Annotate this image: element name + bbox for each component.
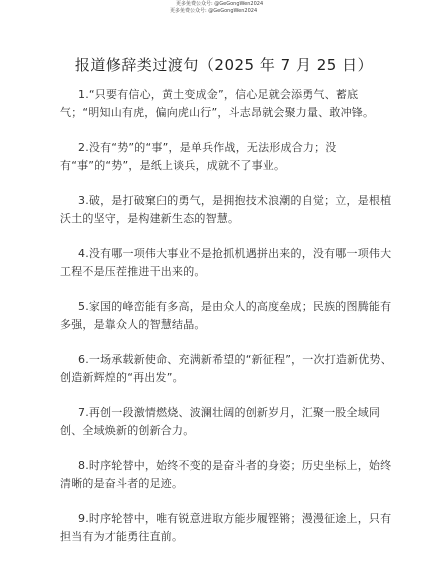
list-item — [60, 298, 396, 334]
list-item — [60, 351, 396, 387]
item-number: 5. — [78, 300, 89, 313]
list-item — [60, 510, 396, 546]
item-text: “只要有信心，黄土变成金”，信心足就会添勇气、蓄底气；“明知山有虎，偏向虎山行”，斗志昂就会聚力量、敢冲锋。 — [60, 88, 375, 119]
item-text: 时序轮替中，唯有锐意进取方能步履铿锵；漫漫征途上，只有担当有为才能勇往直前。 — [60, 512, 392, 543]
item-number: 4. — [78, 247, 89, 260]
item-text: 没有哪一项伟大事业不是抢抓机遇拼出来的，没有哪一项伟大工程不是压茬推进干出来的。 — [60, 247, 392, 278]
item-number: 2. — [78, 141, 89, 154]
item-number: 3. — [78, 194, 89, 207]
document-title: 报道修辞类过渡句（2025 年 7 月 25 日） — [74, 56, 374, 74]
item-number: 6. — [78, 353, 89, 366]
list-item — [60, 192, 396, 228]
sentence-list — [60, 86, 396, 563]
item-text: 再创一段激情燃烧、波澜壮阔的创新岁月，汇聚一股全域同创、全域焕新的创新合力。 — [60, 406, 381, 437]
list-item — [60, 457, 396, 493]
watermark-line-1: 更多免费公众号: @GeGongWen2024 — [176, 1, 264, 7]
item-text: 家国的峰峦能有多高，是由众人的高度垒成；民族的图腾能有多强，是靠众人的智慧结晶。 — [60, 300, 392, 331]
item-text: 没有“势”的“事”，是单兵作战，无法形成合力；没有“事”的“势”，是纸上谈兵，成就不了事业。 — [60, 141, 337, 172]
list-item — [60, 86, 396, 122]
item-number: 8. — [78, 459, 89, 472]
item-text: 破，是打破窠臼的勇气，是拥抱技术浪潮的自觉；立，是根植沃土的坚守，是构建新生态的智慧。 — [60, 194, 392, 225]
list-item — [60, 139, 396, 175]
item-number: 1. — [78, 88, 89, 101]
item-number: 9. — [78, 512, 89, 525]
list-item — [60, 245, 396, 281]
item-text: 时序轮替中，始终不变的是奋斗者的身姿；历史坐标上，始终清晰的是奋斗者的足迹。 — [60, 459, 392, 490]
list-item — [60, 404, 396, 440]
watermark-line-2: 更多免费公众号: @GeGongWen2024 — [170, 8, 258, 14]
item-text: 一场承载新使命、充满新希望的“新征程”，一次打造新优势、创造新辉煌的“再出发”。 — [60, 353, 392, 384]
item-number: 7. — [78, 406, 89, 419]
